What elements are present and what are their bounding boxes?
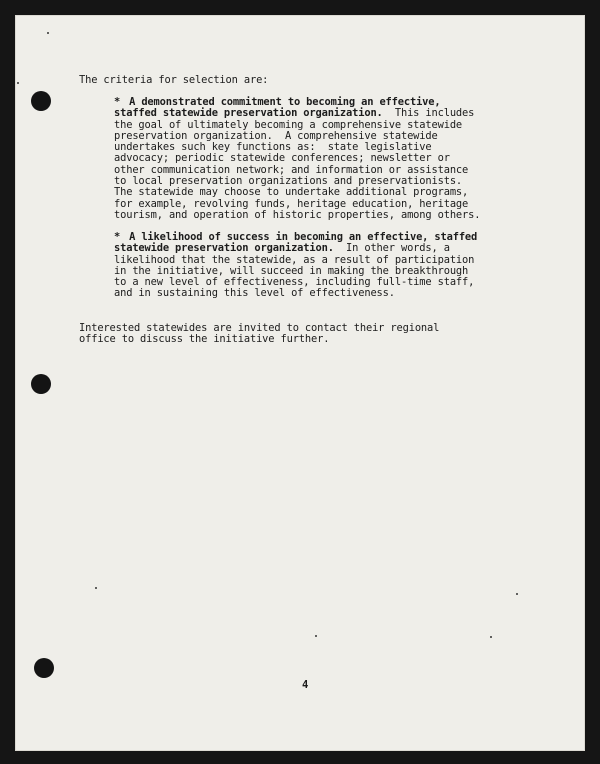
binder-hole-top [31,91,51,111]
closing-paragraph [79,323,549,346]
intro-text: The criteria for selection are: [79,74,269,86]
bullet-text-line: and in sustaining this level of effectiveness. [114,287,395,300]
bullet-text-line: other communication network; and information or assistance [114,163,469,176]
speck [95,587,97,589]
closing-line: office to discuss the initiative further. [79,333,330,346]
bullet-text-line: for example, revolving funds, heritage education, heritage [114,197,469,210]
bullet-text-line: preservation organization. A comprehensive statewide [114,129,438,142]
speck [315,635,317,637]
page-number: 4 [302,679,309,691]
bullet-bold-line: staffed statewide preservation organization. [114,107,383,120]
speck [490,636,492,638]
bullet-text-line: The statewide may choose to undertake additional programs, [114,186,469,199]
speck [516,593,518,595]
bullet-text-line: undertakes such key functions as: state legislative [114,141,432,154]
bullet-bold-line: A demonstrated commitment to becoming an effective, [129,96,441,108]
bullet-text-line: to local preservation organizations and preservationists. [114,175,463,188]
closing-line: Interested statewides are invited to contact their regional [79,322,440,334]
bullet-bold-line: A likelihood of success in becoming an effective, staffed [129,231,478,243]
speck [17,82,19,84]
bullet-text: In other words, a [333,242,450,255]
bullet-marker: * [114,231,121,243]
bullet-text-line: tourism, and operation of historic properties, among others. [114,208,481,221]
bullet-text-line: likelihood that the statewide, as a result of participation [114,253,475,266]
bullet-marker: * [114,96,121,108]
bullet-text: This includes [382,107,475,120]
criteria-item-likelihood [114,232,544,300]
bullet-text-line: in the initiative, will succeed in making the breakthrough [114,264,469,277]
binder-hole-bottom [34,658,54,678]
speck [47,32,49,34]
bullet-text-line: the goal of ultimately becoming a comprehensive statewide [114,118,463,131]
criteria-item-commitment [114,97,544,221]
document-page [15,15,585,751]
bullet-text-line: to a new level of effectiveness, including full-time staff, [114,276,475,289]
binder-hole-middle [31,374,51,394]
bullet-text-line: advocacy; periodic statewide conferences; newsletter or [114,152,450,165]
bullet-bold-line: statewide preservation organization. [114,242,334,255]
